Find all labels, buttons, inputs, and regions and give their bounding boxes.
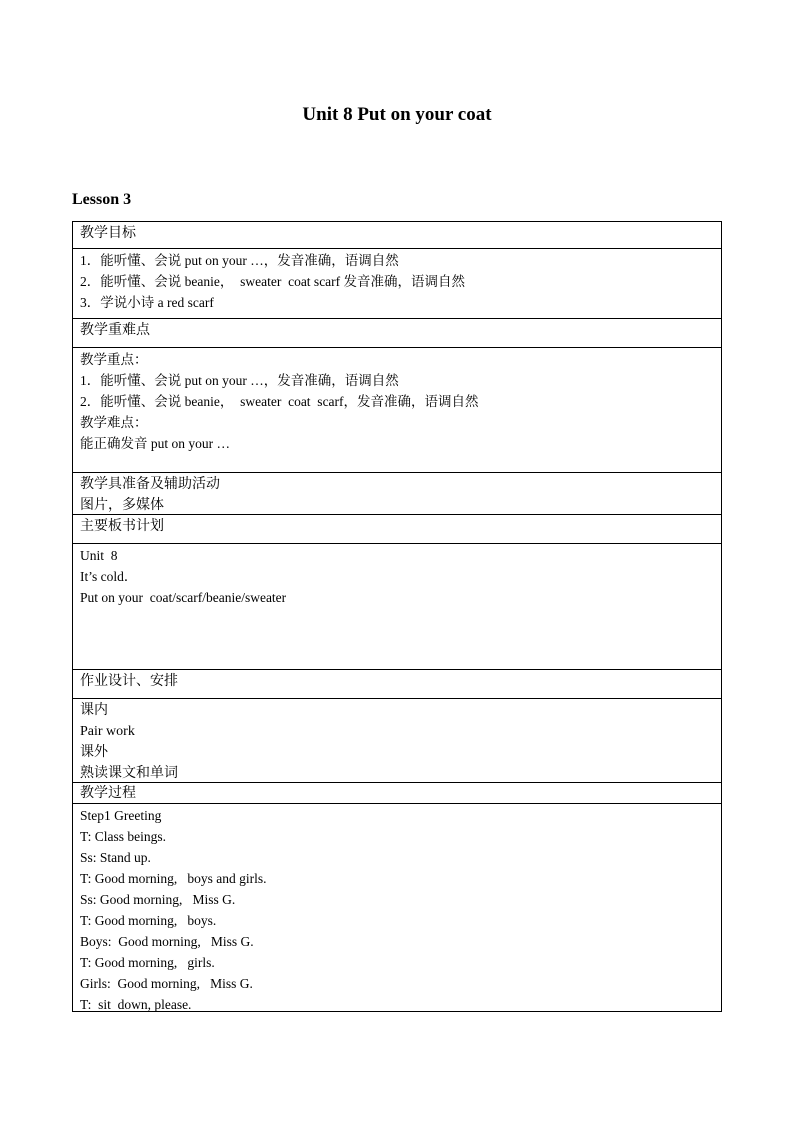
process-line: Boys: Good morning, Miss G. bbox=[80, 934, 254, 949]
homework-line: 课外 bbox=[80, 745, 108, 760]
homework-line: 课内 bbox=[80, 703, 108, 718]
keypoint-item: 1．能听懂、会说 put on your …，发音准确，语调自然 bbox=[80, 373, 399, 388]
board-header: 主要板书计划 bbox=[80, 519, 164, 534]
process-line: T: Good morning, boys. bbox=[80, 913, 217, 928]
keypoints-header: 教学重难点 bbox=[80, 323, 150, 338]
objectives-header: 教学目标 bbox=[80, 226, 136, 241]
process-line: Step1 Greeting bbox=[80, 808, 162, 823]
document-title: Unit 8 Put on your coat bbox=[302, 104, 492, 125]
process-line: T: sit down, please. bbox=[80, 997, 192, 1011]
board-plan-cell bbox=[73, 543, 721, 669]
keypoint-item: 教学难点： bbox=[80, 415, 148, 430]
objectives-header-cell bbox=[73, 222, 721, 248]
lesson-plan-table bbox=[72, 221, 722, 1012]
preparation-header: 教学具准备及辅助活动 bbox=[80, 477, 220, 492]
homework-line: 熟读课文和单词 bbox=[80, 766, 178, 781]
homework-header: 作业设计、安排 bbox=[80, 674, 178, 689]
homework-line: Pair work bbox=[80, 724, 135, 739]
board-line: Put on your coat/scarf/beanie/sweater bbox=[80, 590, 287, 605]
preparation-cell bbox=[73, 472, 721, 514]
objective-item: 1．能听懂、会说 put on your …，发音准确，语调自然 bbox=[80, 253, 399, 268]
board-line: Unit 8 bbox=[80, 548, 118, 563]
keypoint-item: 能正确发音 put on your … bbox=[80, 436, 230, 451]
preparation-text: 图片，多媒体 bbox=[80, 498, 164, 513]
process-header: 教学过程 bbox=[80, 786, 136, 801]
process-line: Girls: Good morning, Miss G. bbox=[80, 976, 253, 991]
objective-item: 3．学说小诗 a red scarf bbox=[80, 295, 214, 310]
keypoints-cell bbox=[73, 347, 721, 472]
process-line: T: Good morning, boys and girls. bbox=[80, 871, 267, 886]
process-line: Ss: Stand up. bbox=[80, 850, 151, 865]
lesson-heading: Lesson 3 bbox=[72, 191, 132, 208]
process-cell bbox=[73, 803, 721, 1011]
homework-cell bbox=[73, 698, 721, 782]
keypoint-item: 教学重点： bbox=[80, 352, 148, 367]
objectives-cell bbox=[73, 248, 721, 318]
board-line: It’s cold． bbox=[80, 569, 138, 584]
board-header-cell bbox=[73, 514, 721, 543]
keypoint-item: 2．能听懂、会说 beanie， sweater coat scarf，发音准确，语调自然 bbox=[80, 394, 479, 409]
process-line: Ss: Good morning, Miss G. bbox=[80, 892, 236, 907]
process-header-cell bbox=[73, 782, 721, 803]
process-line: T: Good morning, girls. bbox=[80, 955, 215, 970]
objective-item: 2．能听懂、会说 beanie， sweater coat scarf 发音准确，语调自然 bbox=[80, 274, 466, 289]
process-line: T: Class beings. bbox=[80, 829, 166, 844]
keypoints-header-cell bbox=[73, 318, 721, 347]
homework-header-cell bbox=[73, 669, 721, 698]
